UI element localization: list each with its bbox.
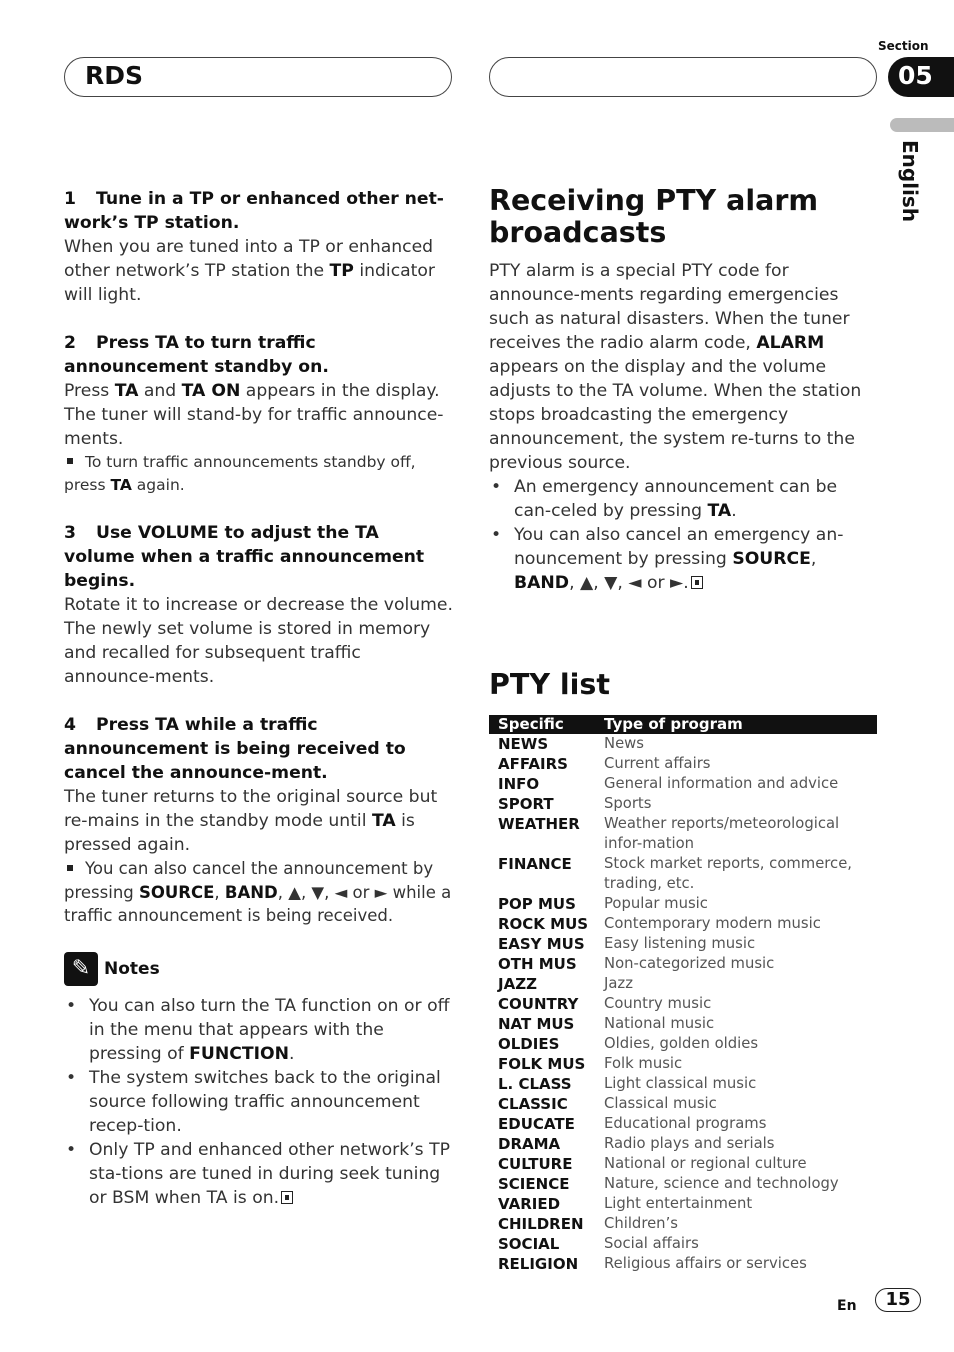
pty-description: Popular music (604, 895, 708, 912)
pty-description: Country music (604, 995, 712, 1012)
pty-description: Sports (604, 795, 652, 812)
pty-code: NAT MUS (498, 1015, 575, 1033)
pty-code: L. CLASS (498, 1075, 572, 1093)
notes-header (64, 952, 454, 986)
pty-code: CULTURE (498, 1155, 573, 1173)
step-1 (64, 187, 454, 307)
step-number: 1 (64, 189, 76, 209)
table-row (489, 1034, 877, 1054)
pty-code: SCIENCE (498, 1175, 570, 1193)
pty-code: FINANCE (498, 855, 572, 873)
table-row (489, 894, 877, 914)
pty-code: EDUCATE (498, 1115, 575, 1133)
column-header: Specific (489, 715, 604, 734)
pty-description: Nature, science and technology (604, 1175, 839, 1192)
pty-description: Contemporary modern music (604, 915, 821, 932)
table-row (489, 914, 877, 934)
step-body: Press TA and TA ON appears in the display. The tuner will stand-by for traffic announce-ments. (64, 381, 444, 449)
right-column (489, 185, 877, 1274)
table-row (489, 1214, 877, 1234)
pty-code: WEATHER (498, 815, 580, 833)
step-title: Press TA to turn traffic announcement standby on. (64, 333, 329, 377)
step-body: The tuner returns to the original source but re-mains in the standby mode until TA is pressed again. (64, 787, 438, 855)
pty-table-body (489, 734, 877, 1274)
pty-description: Stock market reports, commerce, trading, etc. (604, 855, 852, 892)
table-row (489, 1154, 877, 1174)
table-row (489, 954, 877, 974)
step-heading (64, 521, 454, 593)
step-title: Tune in a TP or enhanced other net-work’s TP station. (64, 189, 444, 233)
table-row (489, 1074, 877, 1094)
pty-table (489, 715, 877, 1274)
pty-code: INFO (498, 775, 540, 793)
table-row (489, 1254, 877, 1274)
pty-description: Easy listening music (604, 935, 756, 952)
pencil-icon: ✎ (64, 952, 98, 986)
square-bullet-icon (67, 458, 73, 464)
pty-code: RELIGION (498, 1255, 579, 1273)
pty-code: SOCIAL (498, 1235, 560, 1253)
step-heading (64, 331, 454, 379)
step-number: 3 (64, 523, 76, 543)
step-subnote: You can also cancel the announcement by pressing SOURCE, BAND, ▲, ▼, ◄ or ► while a traffic announcement is being received. (64, 859, 452, 925)
pty-code: EASY MUS (498, 935, 585, 953)
pty-description: National or regional culture (604, 1155, 807, 1172)
section-number: 05 (888, 57, 954, 97)
step-heading (64, 187, 454, 235)
pty-code: ROCK MUS (498, 915, 589, 933)
pty-code: COUNTRY (498, 995, 579, 1013)
table-row (489, 1234, 877, 1254)
pty-code: NEWS (498, 735, 549, 753)
end-mark-icon (691, 576, 703, 589)
note-item: • The system switches back to the original source following traffic announcement recep-tion. (64, 1066, 454, 1138)
pty-description: Light classical music (604, 1075, 757, 1092)
pty-code: CHILDREN (498, 1215, 584, 1233)
pty-code: DRAMA (498, 1135, 561, 1153)
pty-description: News (604, 735, 644, 752)
pty-description: Folk music (604, 1055, 683, 1072)
note-item: • You can also turn the TA function on or off in the menu that appears with the pressing of FUNCTION. (64, 994, 454, 1066)
pty-code: CLASSIC (498, 1095, 568, 1113)
table-row (489, 814, 877, 854)
notes-section (64, 952, 454, 1210)
table-row (489, 854, 877, 894)
step-number: 4 (64, 715, 76, 735)
pty-description: Children’s (604, 1215, 678, 1232)
rds-header-pill (64, 57, 452, 97)
notes-title: Notes (104, 958, 160, 979)
pty-description: Jazz (604, 975, 633, 992)
alarm-bullet: • You can also cancel an emergency an-nouncement by pressing SOURCE, BAND, ▲, ▼, ◄ or ►. (489, 523, 877, 595)
table-row (489, 734, 877, 754)
pty-description: General information and advice (604, 775, 839, 792)
language-label: English (898, 140, 922, 223)
table-row (489, 794, 877, 814)
table-header-row (489, 715, 877, 734)
table-row (489, 934, 877, 954)
page-number: 15 (875, 1288, 921, 1312)
right-header-pill (489, 57, 877, 97)
step-subnote: To turn traffic announcements standby off, press TA again. (64, 453, 416, 494)
step-2 (64, 331, 454, 497)
table-row (489, 774, 877, 794)
step-4 (64, 713, 454, 928)
column-header: Type of program (604, 715, 877, 734)
end-mark-icon (281, 1191, 293, 1204)
alarm-heading: Receiving PTY alarm broadcasts (489, 184, 819, 249)
pty-list-heading: PTY list (489, 668, 611, 701)
rds-label: RDS (85, 61, 144, 90)
step-title: Press TA while a traffic announcement is being received to cancel the announce-ment. (64, 715, 406, 783)
pty-description: Current affairs (604, 755, 711, 772)
language-tab (890, 118, 954, 132)
table-row (489, 1054, 877, 1074)
pty-description: Weather reports/meteorological infor-mation (604, 815, 840, 852)
table-row (489, 1194, 877, 1214)
alarm-bullet: • An emergency announcement can be can-celed by pressing TA. (489, 475, 877, 523)
pty-description: Religious affairs or services (604, 1255, 807, 1272)
pty-description: Educational programs (604, 1115, 767, 1132)
pty-code: OTH MUS (498, 955, 577, 973)
pty-description: Social affairs (604, 1235, 699, 1252)
step-body: When you are tuned into a TP or enhanced other network’s TP station the TP indicator will light. (64, 237, 435, 305)
table-row (489, 1134, 877, 1154)
section-label: Section (878, 39, 929, 53)
pty-description: National music (604, 1015, 715, 1032)
pty-code: AFFAIRS (498, 755, 568, 773)
left-column (64, 187, 454, 1210)
pty-description: Radio plays and serials (604, 1135, 775, 1152)
square-bullet-icon (67, 865, 73, 871)
pty-code: JAZZ (498, 975, 537, 993)
note-item: • Only TP and enhanced other network’s TP sta-tions are tuned in during seek tuning or BSM when TA is on. (64, 1138, 454, 1210)
table-row (489, 974, 877, 994)
pty-description: Non-categorized music (604, 955, 775, 972)
alarm-paragraph: PTY alarm is a special PTY code for announce-ments regarding emergencies such as natural disasters. When the tuner receives the radio alarm code, ALARM appears on the display and the volume adjusts to the TA volume. When the station stops broadcasting the emergency announcement, the system re-turns to the previous source. (489, 261, 862, 473)
footer-language: En (837, 1298, 857, 1314)
step-body: Rotate it to increase or decrease the volume. The newly set volume is stored in memory and recalled for subsequent traffic announce-ments. (64, 595, 453, 687)
pty-code: VARIED (498, 1195, 561, 1213)
pty-code: POP MUS (498, 895, 576, 913)
step-title: Use VOLUME to adjust the TA volume when a traffic announcement begins. (64, 523, 425, 591)
table-row (489, 994, 877, 1014)
pty-code: FOLK MUS (498, 1055, 586, 1073)
table-row (489, 1114, 877, 1134)
table-row (489, 754, 877, 774)
step-number: 2 (64, 333, 76, 353)
table-row (489, 1174, 877, 1194)
step-heading (64, 713, 454, 785)
pty-description: Classical music (604, 1095, 717, 1112)
pty-description: Light entertainment (604, 1195, 753, 1212)
pty-description: Oldies, golden oldies (604, 1035, 759, 1052)
step-3 (64, 521, 454, 689)
pty-code: SPORT (498, 795, 554, 813)
table-row (489, 1014, 877, 1034)
pty-code: OLDIES (498, 1035, 560, 1053)
table-row (489, 1094, 877, 1114)
